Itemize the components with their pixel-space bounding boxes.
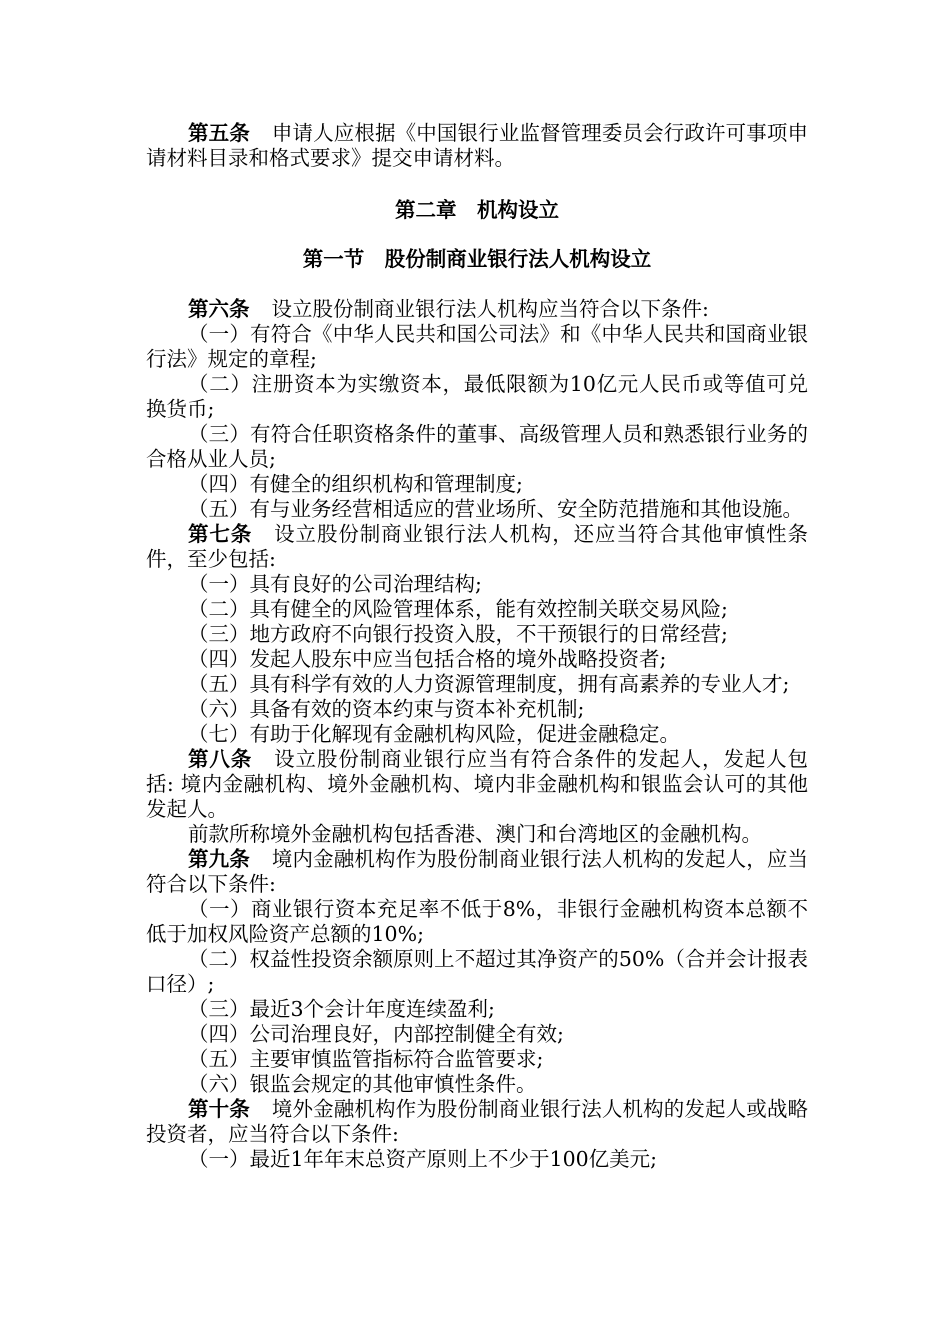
chapter-title: 第二章 机构设立 [395, 198, 559, 222]
document-page [146, 121, 808, 1172]
article-6-label: 第六条 [188, 297, 250, 321]
article-9-item-2: （二）权益性投资余额原则上不超过其净资产的50%（合并会计报表口径）; [146, 947, 808, 996]
article-6-item-1: （一）有符合《中华人民共和国公司法》和《中华人民共和国商业银行法》规定的章程; [146, 322, 808, 371]
article-9-item-1: （一）商业银行资本充足率不低于8%，非银行金融机构资本总额不低于加权风险资产总额的10%; [146, 897, 808, 946]
article-10-label: 第十条 [188, 1097, 250, 1121]
article-9-item-5: （五）主要审慎监管指标符合监管要求; [188, 1047, 544, 1071]
article-9 [146, 847, 808, 897]
article-8-note: 前款所称境外金融机构包括香港、澳门和台湾地区的金融机构。 [188, 822, 762, 846]
article-7-item-7: （七）有助于化解现有金融机构风险，促进金融稳定。 [188, 722, 680, 746]
article-7-item-1: （一）具有良好的公司治理结构; [188, 572, 482, 596]
article-7-item-2: （二）具有健全的风险管理体系，能有效控制关联交易风险; [188, 597, 728, 621]
article-9-item-3: （三）最近3个会计年度连续盈利; [188, 997, 495, 1021]
article-6-item-4: （四）有健全的组织机构和管理制度; [188, 472, 523, 496]
article-9-item-6: （六）银监会规定的其他审慎性条件。 [188, 1072, 537, 1096]
article-8-label: 第八条 [188, 747, 253, 771]
article-7-item-6: （六）具备有效的资本约束与资本补充机制; [188, 697, 585, 721]
article-7-label: 第七条 [188, 522, 253, 546]
article-8-text: 设立股份制商业银行应当有符合条件的发起人，发起人包括: 境内金融机构、境外金融机构、境内非金融机构和银监会认可的其他发起人。 [146, 747, 809, 821]
article-5-label: 第五条 [188, 121, 250, 145]
article-10-item-1: （一）最近1年年末总资产原则上不少于100亿美元; [188, 1147, 658, 1171]
article-10 [146, 1097, 808, 1147]
article-7-item-5: （五）具有科学有效的人力资源管理制度，拥有高素养的专业人才; [188, 672, 790, 696]
article-6-item-5: （五）有与业务经营相适应的营业场所、安全防范措施和其他设施。 [188, 497, 803, 521]
article-8 [146, 747, 808, 822]
article-5 [146, 121, 808, 171]
article-9-text: 境内金融机构作为股份制商业银行法人机构的发起人，应当符合以下条件: [146, 847, 808, 896]
article-6-item-2: （二）注册资本为实缴资本，最低限额为10亿元人民币或等值可兑换货币; [146, 372, 808, 421]
article-7 [146, 522, 808, 572]
article-6-item-3: （三）有符合任职资格条件的董事、高级管理人员和熟悉银行业务的合格从业人员; [146, 422, 808, 471]
section-title: 第一节 股份制商业银行法人机构设立 [302, 247, 652, 271]
article-7-item-3: （三）地方政府不向银行投资入股，不干预银行的日常经营; [188, 622, 728, 646]
article-5-text: 申请人应根据《中国银行业监督管理委员会行政许可事项申请材料目录和格式要求》提交申请材料。 [146, 121, 808, 170]
article-7-item-4: （四）发起人股东中应当包括合格的境外战略投资者; [188, 647, 667, 671]
article-9-item-4: （四）公司治理良好，内部控制健全有效; [188, 1022, 564, 1046]
article-7-text: 设立股份制商业银行法人机构，还应当符合其他审慎性条件，至少包括: [146, 522, 809, 571]
article-6 [146, 297, 808, 322]
article-6-text: 设立股份制商业银行法人机构应当符合以下条件: [271, 297, 709, 321]
article-10-text: 境外金融机构作为股份制商业银行法人机构的发起人或战略投资者，应当符合以下条件: [146, 1097, 808, 1146]
article-9-label: 第九条 [188, 847, 250, 871]
